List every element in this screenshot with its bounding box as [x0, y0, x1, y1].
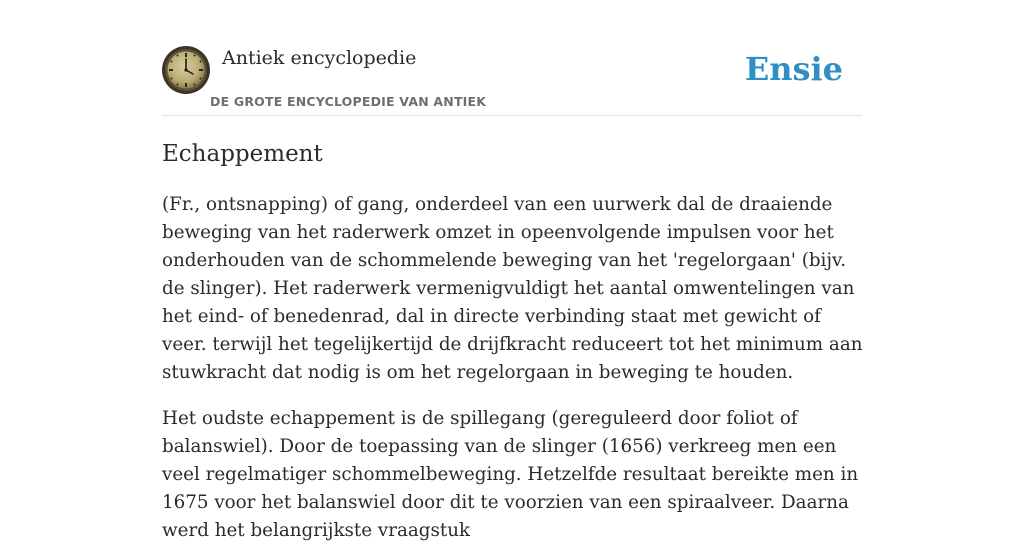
antique-clock-icon[interactable] [162, 46, 210, 94]
article [162, 138, 866, 545]
brand-logo-link[interactable]: Ensie [744, 50, 843, 88]
article-paragraph: Het oudste echappement is de spillegang (gereguleerd door foliot of balanswiel). Door de toepassing van de slinger (1656) verkreeg men een veel regelmatiger schommelbeweging. Hetzelfde resultaat bereikte men in 1675 voor het balanswiel door dit te voorzien van een spiraalveer. Daarna werd het belangrijkste vraagstuk [162, 408, 859, 541]
article-title: Echappement [162, 141, 323, 167]
site-subtitle: DE GROTE ENCYCLOPEDIE VAN ANTIEK [210, 94, 487, 109]
site-title[interactable]: Antiek encyclopedie [222, 47, 417, 69]
article-paragraph: (Fr., ontsnapping) of gang, onderdeel van een uurwerk dal de draaiende beweging van het raderwerk omzet in opeenvolgende impulsen voor het onderhouden van de schommelende beweging van het 'regelorgaan' (bijv. de slinger). Het raderwerk vermenigvuldigt het aantal omwentelingen van het eind- of benedenrad, dal in directe verbinding staat met gewicht of veer. terwijl het tegelijkertijd de drijfkracht reduceert tot het minimum aan stuwkracht dat nodig is om het regelorgaan in beweging te houden. [162, 194, 863, 383]
site-header [162, 44, 862, 116]
